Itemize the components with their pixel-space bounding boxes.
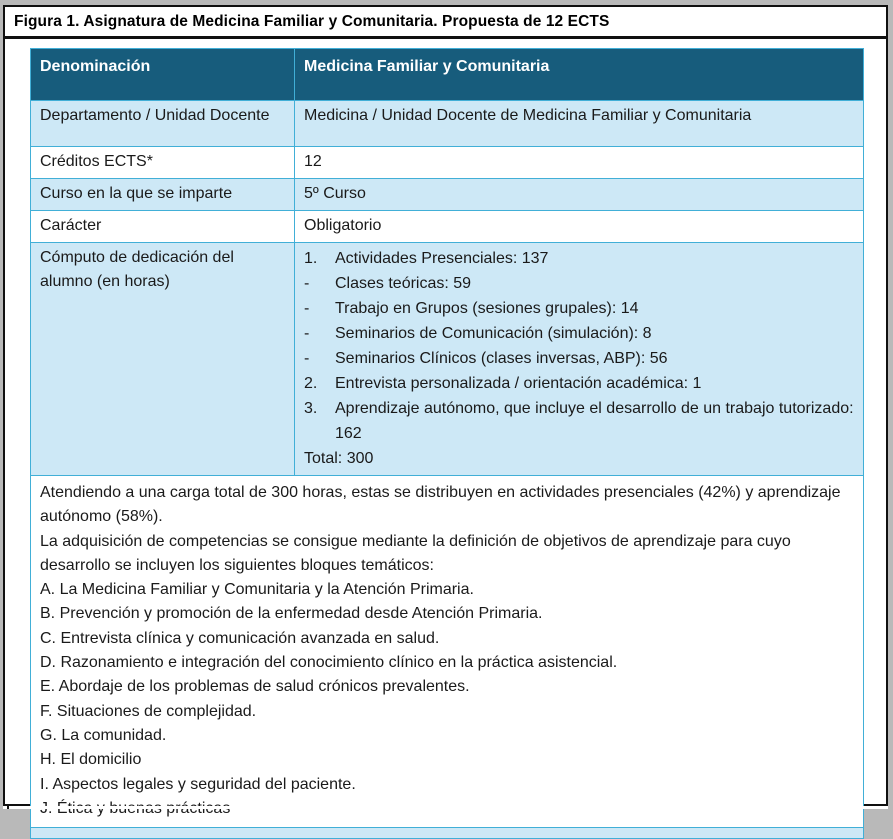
row-label: Carácter	[31, 211, 295, 243]
list-item	[304, 371, 854, 396]
list-marker: -	[304, 350, 310, 367]
figure-content-box	[3, 37, 888, 806]
notes-paragraph: La adquisición de competencias se consigue mediante la definición de objetivos de aprendizaje para cuyo desarrollo se incluyen los siguientes bloques temáticos:	[40, 532, 791, 574]
list-text: Entrevista personalizada / orientación académica: 1	[335, 375, 702, 392]
notes-block-item: G. La comunidad.	[40, 726, 167, 744]
row-label: Créditos ECTS*	[31, 147, 295, 179]
list-item	[304, 246, 854, 271]
notes-paragraph: Atendiendo a una carga total de 300 horas, estas se distribuyen en actividades presenciales (42%) y aprendizaje autónomo (58%).	[40, 484, 841, 526]
table-row-caracter	[31, 211, 864, 243]
dedication-total: Total: 300	[304, 450, 374, 467]
table-row-dedicacion	[31, 243, 864, 476]
list-text: Seminarios Clínicos (clases inversas, ABP): 56	[335, 350, 668, 367]
notes-block-item: A. La Medicina Familiar y Comunitaria y la Atención Primaria.	[40, 581, 474, 599]
notes-block-item: E. Abordaje de los problemas de salud crónicos prevalentes.	[40, 678, 470, 696]
page-bottom-strip	[3, 806, 888, 809]
notes-block-item: B. Prevención y promoción de la enfermedad desde Atención Primaria.	[40, 605, 543, 623]
header-cell-subject: Medicina Familiar y Comunitaria	[295, 49, 864, 101]
course-table	[30, 48, 864, 839]
notes-block-item: H. El domicilio	[40, 751, 142, 769]
list-marker: -	[304, 300, 310, 317]
figure-title: Figura 1. Asignatura de Medicina Familiar y Comunitaria. Propuesta de 12 ECTS	[14, 12, 610, 30]
row-label: Cómputo de dedicación del alumno (en horas)	[31, 243, 295, 476]
row-value: Medicina / Unidad Docente de Medicina Familiar y Comunitaria	[295, 101, 864, 147]
cutoff-row-cell	[31, 828, 864, 839]
list-marker: 3.	[304, 400, 318, 417]
list-item	[304, 396, 854, 446]
table-row-cutoff	[31, 828, 864, 839]
row-value: Obligatorio	[295, 211, 864, 243]
notes-cell	[31, 476, 864, 828]
table-header-row	[31, 49, 864, 101]
notes-block-item: D. Razonamiento e integración del conocimiento clínico en la práctica asistencial.	[40, 654, 618, 672]
list-marker: 2.	[304, 375, 318, 392]
list-item	[304, 296, 854, 321]
notes-block-item: I. Aspectos legales y seguridad del paciente.	[40, 775, 356, 793]
notes-block-item: F. Situaciones de complejidad.	[40, 702, 257, 720]
notes-block-item: C. Entrevista clínica y comunicación avanzada en salud.	[40, 629, 440, 647]
row-label: Departamento / Unidad Docente	[31, 101, 295, 147]
table-row-creditos	[31, 147, 864, 179]
list-marker: 1.	[304, 250, 318, 267]
dedication-list	[304, 246, 854, 471]
list-item	[304, 271, 854, 296]
list-marker: -	[304, 325, 310, 342]
list-item	[304, 346, 854, 371]
row-label: Curso en la que se imparte	[31, 179, 295, 211]
table-row-curso	[31, 179, 864, 211]
list-text: Aprendizaje autónomo, que incluye el desarrollo de un trabajo tutorizado: 162	[335, 400, 854, 442]
list-text: Clases teóricas: 59	[335, 275, 472, 292]
row-value: 5º Curso	[295, 179, 864, 211]
notes-block-item	[40, 797, 854, 821]
dedication-cell	[295, 243, 864, 476]
row-value: 12	[295, 147, 864, 179]
next-box-border-fragment	[7, 806, 9, 809]
list-marker: -	[304, 275, 310, 292]
list-text: Trabajo en Grupos (sesiones grupales): 14	[335, 300, 639, 317]
figure-title-bar	[3, 5, 888, 38]
list-text: Actividades Presenciales: 137	[335, 250, 549, 267]
table-row-departamento	[31, 101, 864, 147]
list-text: Seminarios de Comunicación (simulación): 8	[335, 325, 652, 342]
header-cell-denominacion: Denominación	[31, 49, 295, 101]
list-item	[304, 321, 854, 346]
table-row-notes	[31, 476, 864, 828]
